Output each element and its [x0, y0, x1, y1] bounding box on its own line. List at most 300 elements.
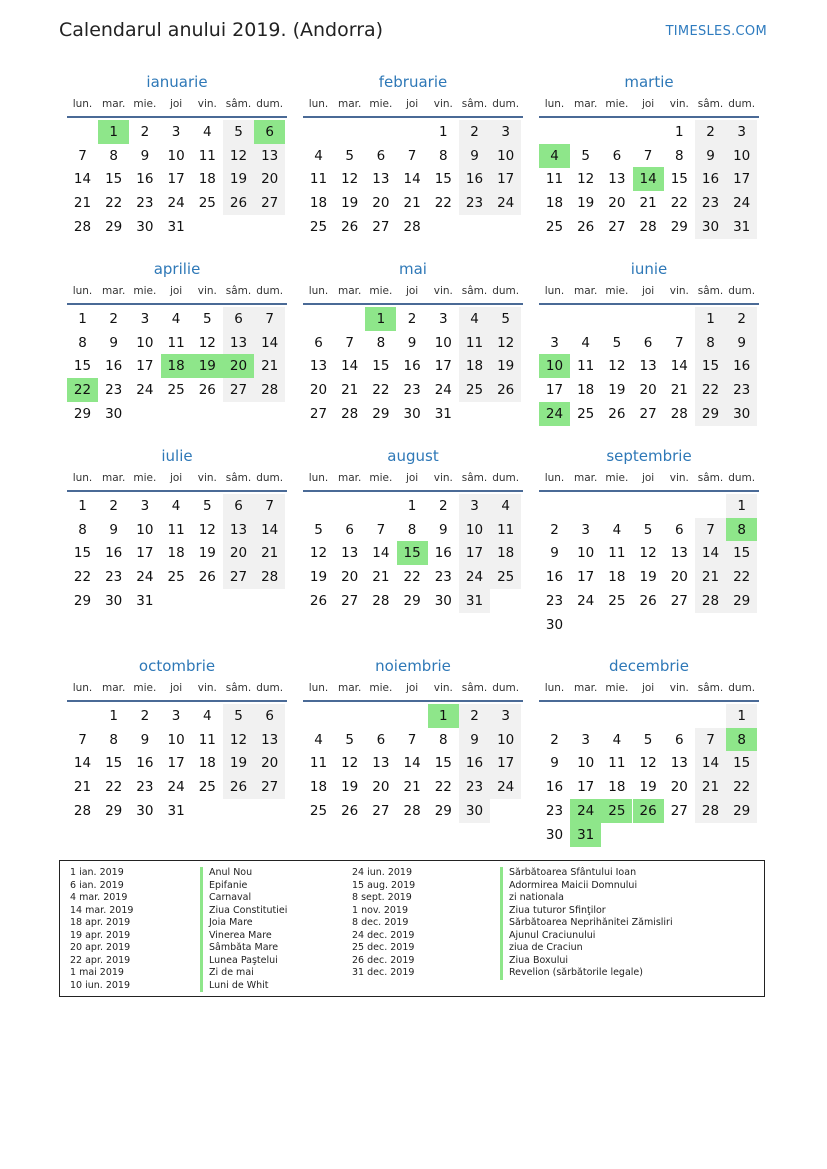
- day-cell: 27: [254, 191, 285, 215]
- weekday-label: mar.: [102, 285, 126, 297]
- day-cell: 9: [550, 545, 559, 562]
- day-cell: 5: [203, 311, 212, 327]
- day-cell: 18: [309, 195, 328, 212]
- day-cell: 16: [695, 167, 726, 191]
- legend-holiday-name: Vinerea Mare: [200, 930, 287, 943]
- day-cell: 30: [545, 826, 564, 843]
- day-cell: 29: [73, 592, 92, 609]
- day-cell: 12: [223, 144, 254, 168]
- legend-holiday-name: Luni de Whit: [200, 980, 287, 993]
- day-cell: 13: [639, 358, 657, 375]
- day-grid: [67, 118, 287, 262]
- legend-dates-col-1: [70, 867, 133, 992]
- day-cell: 17: [459, 541, 490, 565]
- month-decembrie: [539, 656, 759, 846]
- weekday-label: joi: [405, 285, 419, 297]
- holiday-day-cell: 24: [570, 799, 601, 823]
- day-cell: 14: [254, 518, 285, 542]
- weekday-label: lun.: [308, 472, 329, 484]
- weekday-label: mar.: [338, 682, 362, 694]
- day-cell: 8: [439, 731, 448, 748]
- day-cell: 10: [167, 731, 185, 748]
- weekday-label: mie.: [133, 285, 157, 297]
- day-cell: 16: [459, 751, 490, 775]
- brand-link[interactable]: TIMESLES.COM: [665, 24, 767, 39]
- day-cell: 22: [105, 195, 123, 212]
- weekday-label: dum.: [256, 682, 284, 694]
- weekday-header: [67, 92, 287, 118]
- weekday-label: vin.: [669, 98, 689, 110]
- legend-holiday-date: 19 apr. 2019: [70, 929, 131, 941]
- weekday-header: [303, 92, 523, 118]
- day-cell: 25: [577, 405, 595, 422]
- day-cell: 14: [695, 751, 726, 775]
- day-cell: 21: [341, 382, 359, 399]
- day-cell: 24: [136, 569, 154, 586]
- weekday-label: lun.: [72, 98, 93, 110]
- month-title: octombrie: [138, 657, 216, 675]
- day-cell: 4: [171, 311, 181, 327]
- day-cell: 6: [314, 334, 323, 351]
- day-cell: 28: [639, 218, 657, 235]
- day-cell: 17: [545, 382, 564, 399]
- weekday-label: mar.: [102, 98, 126, 110]
- month-iulie: [67, 446, 287, 636]
- day-cell: 5: [643, 521, 653, 538]
- day-cell: 8: [407, 521, 417, 538]
- day-grid: [539, 118, 759, 262]
- weekday-label: lun.: [544, 682, 565, 694]
- holiday-day-cell: 10: [539, 354, 570, 378]
- day-cell: 3: [490, 120, 521, 144]
- day-cell: 22: [670, 195, 688, 212]
- day-cell: 24: [577, 592, 595, 609]
- weekday-label: sâm.: [225, 285, 252, 297]
- day-cell: 28: [254, 378, 285, 402]
- holiday-day-cell: 24: [539, 402, 570, 426]
- day-cell: 19: [577, 195, 595, 212]
- day-cell: 4: [314, 147, 323, 164]
- day-cell: 4: [203, 124, 212, 140]
- day-grid: [539, 305, 759, 449]
- day-cell: 15: [695, 354, 726, 378]
- day-cell: 23: [695, 191, 726, 215]
- day-cell: 25: [309, 218, 328, 235]
- day-cell: 29: [73, 405, 92, 422]
- day-cell: 18: [608, 779, 626, 796]
- month-septembrie: [539, 446, 759, 636]
- day-cell: 28: [695, 589, 726, 613]
- holiday-day-cell: 14: [633, 167, 664, 191]
- day-cell: 25: [490, 565, 521, 589]
- legend-holiday-name: Ajunul Craciunului: [500, 930, 673, 943]
- weekday-label: lun.: [544, 285, 565, 297]
- day-cell: 1: [439, 124, 448, 140]
- weekday-label: lun.: [308, 285, 329, 297]
- day-cell: 2: [459, 704, 490, 728]
- month-mai: [303, 259, 523, 449]
- day-cell: 7: [254, 307, 285, 331]
- weekday-label: dum.: [492, 98, 520, 110]
- weekday-label: joi: [405, 682, 419, 694]
- month-ianuarie: [67, 72, 287, 262]
- day-cell: 28: [403, 802, 421, 819]
- day-cell: 13: [670, 755, 688, 772]
- day-cell: 26: [341, 218, 359, 235]
- day-cell: 8: [78, 521, 87, 538]
- day-cell: 13: [372, 755, 390, 772]
- day-cell: 2: [407, 311, 417, 327]
- legend-dates-col-2: [352, 867, 415, 980]
- holiday-day-cell: 8: [726, 518, 757, 542]
- day-cell: 16: [545, 569, 564, 586]
- day-cell: 13: [254, 144, 285, 168]
- legend-holiday-name: Ziua Boxului: [500, 955, 673, 968]
- weekday-label: sâm.: [225, 98, 252, 110]
- legend-holiday-date: 10 iun. 2019: [70, 979, 131, 991]
- day-cell: 17: [490, 167, 521, 191]
- day-cell: 7: [407, 147, 417, 164]
- day-cell: 7: [376, 521, 386, 538]
- day-cell: 15: [105, 171, 123, 188]
- weekday-label: sâm.: [225, 472, 252, 484]
- weekday-label: dum.: [728, 98, 756, 110]
- day-cell: 15: [670, 171, 688, 188]
- day-cell: 12: [639, 545, 657, 562]
- day-cell: 27: [372, 802, 390, 819]
- holiday-day-cell: 19: [192, 354, 223, 378]
- day-cell: 6: [612, 147, 622, 164]
- day-cell: 18: [608, 569, 626, 586]
- day-cell: 3: [140, 311, 150, 327]
- legend-holiday-date: 22 apr. 2019: [70, 954, 131, 966]
- day-cell: 19: [490, 354, 521, 378]
- day-cell: 20: [670, 779, 688, 796]
- day-cell: 26: [341, 802, 359, 819]
- weekday-label: mar.: [574, 285, 598, 297]
- day-cell: 25: [459, 378, 490, 402]
- day-cell: 22: [73, 569, 92, 586]
- day-cell: 26: [223, 191, 254, 215]
- day-grid: [303, 492, 523, 636]
- day-cell: 10: [726, 144, 757, 168]
- day-cell: 5: [490, 307, 521, 331]
- day-cell: 15: [434, 755, 452, 772]
- weekday-label: dum.: [256, 285, 284, 297]
- month-noiembrie: [303, 656, 523, 846]
- day-cell: 16: [726, 354, 757, 378]
- day-cell: 30: [459, 799, 490, 823]
- day-cell: 15: [105, 755, 123, 772]
- day-cell: 29: [726, 589, 757, 613]
- month-aprilie: [67, 259, 287, 449]
- day-cell: 7: [78, 147, 87, 164]
- day-cell: 14: [670, 358, 688, 375]
- weekday-label: joi: [169, 682, 183, 694]
- legend-holiday-date: 1 mai 2019: [70, 967, 124, 978]
- day-cell: 16: [105, 358, 123, 375]
- day-grid: [67, 702, 287, 846]
- day-cell: 9: [695, 144, 726, 168]
- day-cell: 8: [376, 334, 386, 351]
- weekday-label: dum.: [728, 472, 756, 484]
- day-cell: 28: [254, 565, 285, 589]
- legend-holiday-name: Sâmbăta Mare: [200, 942, 287, 955]
- day-cell: 5: [643, 731, 653, 748]
- day-cell: 26: [198, 569, 216, 586]
- weekday-label: dum.: [492, 285, 520, 297]
- day-cell: 25: [167, 569, 185, 586]
- day-cell: 5: [581, 147, 590, 164]
- day-cell: 2: [695, 120, 726, 144]
- day-cell: 11: [608, 755, 626, 772]
- day-cell: 28: [372, 592, 390, 609]
- weekday-label: mie.: [369, 682, 393, 694]
- day-cell: 6: [376, 731, 386, 748]
- day-cell: 30: [136, 218, 154, 235]
- day-cell: 9: [109, 334, 118, 351]
- day-cell: 3: [459, 494, 490, 518]
- weekday-label: dum.: [256, 472, 284, 484]
- day-cell: 29: [372, 405, 390, 422]
- legend-holiday-date: 20 apr. 2019: [70, 942, 131, 953]
- day-cell: 23: [459, 191, 490, 215]
- legend-holiday-name: Sărbătoarea Sfântului Ioan: [500, 867, 673, 880]
- legend-holiday-name: Anul Nou: [200, 867, 287, 880]
- day-cell: 7: [78, 731, 87, 748]
- month-title: februarie: [378, 73, 448, 91]
- day-cell: 16: [136, 755, 154, 772]
- day-cell: 12: [309, 545, 328, 562]
- day-cell: 20: [372, 195, 390, 212]
- day-cell: 30: [434, 592, 452, 609]
- day-cell: 7: [695, 518, 726, 542]
- day-cell: 7: [643, 147, 653, 164]
- month-title: noiembrie: [375, 657, 451, 675]
- day-cell: 4: [314, 731, 323, 748]
- day-cell: 28: [403, 218, 421, 235]
- day-cell: 3: [171, 708, 181, 724]
- day-cell: 16: [136, 171, 154, 188]
- day-cell: 12: [341, 171, 359, 188]
- day-cell: 10: [136, 334, 154, 351]
- day-cell: 6: [675, 521, 684, 538]
- day-cell: 21: [372, 569, 390, 586]
- day-cell: 19: [309, 569, 328, 586]
- day-cell: 10: [136, 521, 154, 538]
- legend-holiday-name: Sărbătoarea Neprihănitei Zămisliri: [500, 917, 673, 930]
- legend-holiday-date: 1 ian. 2019: [70, 867, 124, 878]
- day-cell: 8: [439, 147, 448, 164]
- weekday-label: sâm.: [461, 285, 488, 297]
- day-cell: 13: [608, 171, 626, 188]
- holiday-day-cell: 8: [726, 728, 757, 752]
- day-cell: 22: [726, 775, 757, 799]
- weekday-label: sâm.: [697, 98, 724, 110]
- day-cell: 24: [490, 191, 521, 215]
- legend-names-col-1: [200, 867, 287, 992]
- day-cell: 12: [223, 728, 254, 752]
- weekday-label: lun.: [308, 98, 329, 110]
- legend-holiday-date: 24 iun. 2019: [352, 867, 413, 878]
- day-cell: 14: [254, 331, 285, 355]
- day-cell: 29: [403, 592, 421, 609]
- day-cell: 24: [434, 382, 452, 399]
- day-cell: 20: [254, 167, 285, 191]
- day-cell: 20: [223, 541, 254, 565]
- day-cell: 2: [550, 521, 559, 538]
- weekday-label: mar.: [102, 472, 126, 484]
- weekday-label: mie.: [605, 98, 629, 110]
- day-cell: 28: [73, 802, 92, 819]
- legend-holiday-date: 18 apr. 2019: [70, 917, 131, 928]
- legend-holiday-name: Ziua Constitutiei: [200, 905, 287, 918]
- day-cell: 26: [223, 775, 254, 799]
- weekday-label: joi: [169, 285, 183, 297]
- day-cell: 11: [198, 731, 216, 748]
- day-cell: 7: [407, 731, 417, 748]
- legend-holiday-name: Carnaval: [200, 892, 287, 905]
- weekday-label: vin.: [197, 682, 217, 694]
- day-cell: 4: [459, 307, 490, 331]
- day-cell: 6: [376, 147, 386, 164]
- weekday-label: mie.: [369, 98, 393, 110]
- day-cell: 19: [341, 195, 359, 212]
- day-cell: 2: [140, 124, 150, 140]
- day-cell: 9: [140, 147, 150, 164]
- day-cell: 8: [109, 731, 118, 748]
- month-iunie: [539, 259, 759, 449]
- day-cell: 28: [341, 405, 359, 422]
- day-cell: 15: [726, 751, 757, 775]
- month-title: martie: [624, 73, 674, 91]
- day-cell: 14: [695, 541, 726, 565]
- day-grid: [539, 702, 759, 846]
- day-cell: 17: [726, 167, 757, 191]
- day-cell: 9: [726, 331, 757, 355]
- day-cell: 9: [459, 728, 490, 752]
- legend-holiday-date: 1 nov. 2019: [352, 904, 408, 916]
- day-cell: 5: [314, 521, 323, 538]
- day-cell: 14: [73, 171, 92, 188]
- month-octombrie: [67, 656, 287, 846]
- day-cell: 25: [198, 195, 216, 212]
- weekday-label: joi: [169, 472, 183, 484]
- holiday-day-cell: 1: [365, 307, 396, 331]
- day-cell: 6: [223, 494, 254, 518]
- day-cell: 23: [434, 569, 452, 586]
- day-cell: 17: [136, 545, 154, 562]
- weekday-label: lun.: [72, 472, 93, 484]
- day-cell: 16: [403, 358, 421, 375]
- day-cell: 24: [490, 775, 521, 799]
- legend-holiday-date: 31 dec. 2019: [352, 967, 415, 978]
- day-cell: 11: [309, 755, 328, 772]
- day-cell: 31: [167, 802, 185, 819]
- day-cell: 4: [612, 731, 622, 748]
- day-cell: 18: [167, 545, 185, 562]
- legend-holiday-name: Zi de mai: [200, 967, 287, 980]
- day-cell: 10: [434, 334, 452, 351]
- day-cell: 12: [198, 334, 216, 351]
- day-cell: 31: [136, 592, 154, 609]
- holiday-day-cell: 4: [539, 144, 570, 168]
- day-cell: 11: [545, 171, 564, 188]
- day-cell: 1: [675, 124, 684, 140]
- legend-holiday-date: 24 dec. 2019: [352, 929, 415, 941]
- day-cell: 3: [490, 704, 521, 728]
- weekday-label: sâm.: [697, 472, 724, 484]
- weekday-label: vin.: [433, 682, 453, 694]
- day-cell: 18: [459, 354, 490, 378]
- day-cell: 22: [726, 565, 757, 589]
- month-title: iunie: [630, 260, 668, 278]
- day-cell: 11: [577, 358, 595, 375]
- weekday-label: vin.: [197, 285, 217, 297]
- month-title: septembrie: [606, 447, 692, 465]
- day-grid: [303, 305, 523, 449]
- weekday-label: mie.: [133, 682, 157, 694]
- day-cell: 11: [459, 331, 490, 355]
- weekday-label: sâm.: [697, 682, 724, 694]
- holiday-day-cell: 1: [98, 120, 129, 144]
- weekday-header: [539, 92, 759, 118]
- month-title: aprilie: [153, 260, 201, 278]
- day-cell: 22: [105, 779, 123, 796]
- weekday-label: mar.: [338, 285, 362, 297]
- weekday-label: mie.: [133, 472, 157, 484]
- weekday-label: dum.: [492, 472, 520, 484]
- day-cell: 6: [223, 307, 254, 331]
- day-cell: 21: [73, 195, 92, 212]
- legend-holiday-name: Joia Mare: [200, 917, 287, 930]
- day-cell: 17: [167, 755, 185, 772]
- day-cell: 21: [403, 195, 421, 212]
- day-cell: 30: [136, 802, 154, 819]
- weekday-header: [303, 466, 523, 492]
- day-cell: 21: [695, 565, 726, 589]
- day-cell: 30: [695, 215, 726, 239]
- day-cell: 29: [434, 802, 452, 819]
- day-cell: 2: [550, 731, 559, 748]
- weekday-label: sâm.: [461, 98, 488, 110]
- day-cell: 31: [434, 405, 452, 422]
- day-cell: 4: [203, 708, 212, 724]
- day-cell: 5: [345, 731, 354, 748]
- day-cell: 20: [341, 569, 359, 586]
- day-cell: 29: [105, 218, 123, 235]
- weekday-label: mie.: [605, 285, 629, 297]
- day-cell: 22: [434, 779, 452, 796]
- day-cell: 31: [167, 218, 185, 235]
- day-cell: 25: [608, 592, 626, 609]
- day-cell: 19: [639, 779, 657, 796]
- day-cell: 18: [490, 541, 521, 565]
- weekday-label: mie.: [605, 682, 629, 694]
- day-cell: 15: [726, 541, 757, 565]
- day-cell: 19: [639, 569, 657, 586]
- day-cell: 3: [726, 120, 757, 144]
- day-cell: 17: [577, 569, 595, 586]
- day-cell: 30: [105, 592, 123, 609]
- day-cell: 15: [372, 358, 390, 375]
- day-cell: 26: [309, 592, 328, 609]
- day-cell: 12: [577, 171, 595, 188]
- weekday-label: sâm.: [461, 472, 488, 484]
- day-cell: 23: [545, 592, 564, 609]
- day-cell: 28: [670, 405, 688, 422]
- weekday-label: vin.: [197, 472, 217, 484]
